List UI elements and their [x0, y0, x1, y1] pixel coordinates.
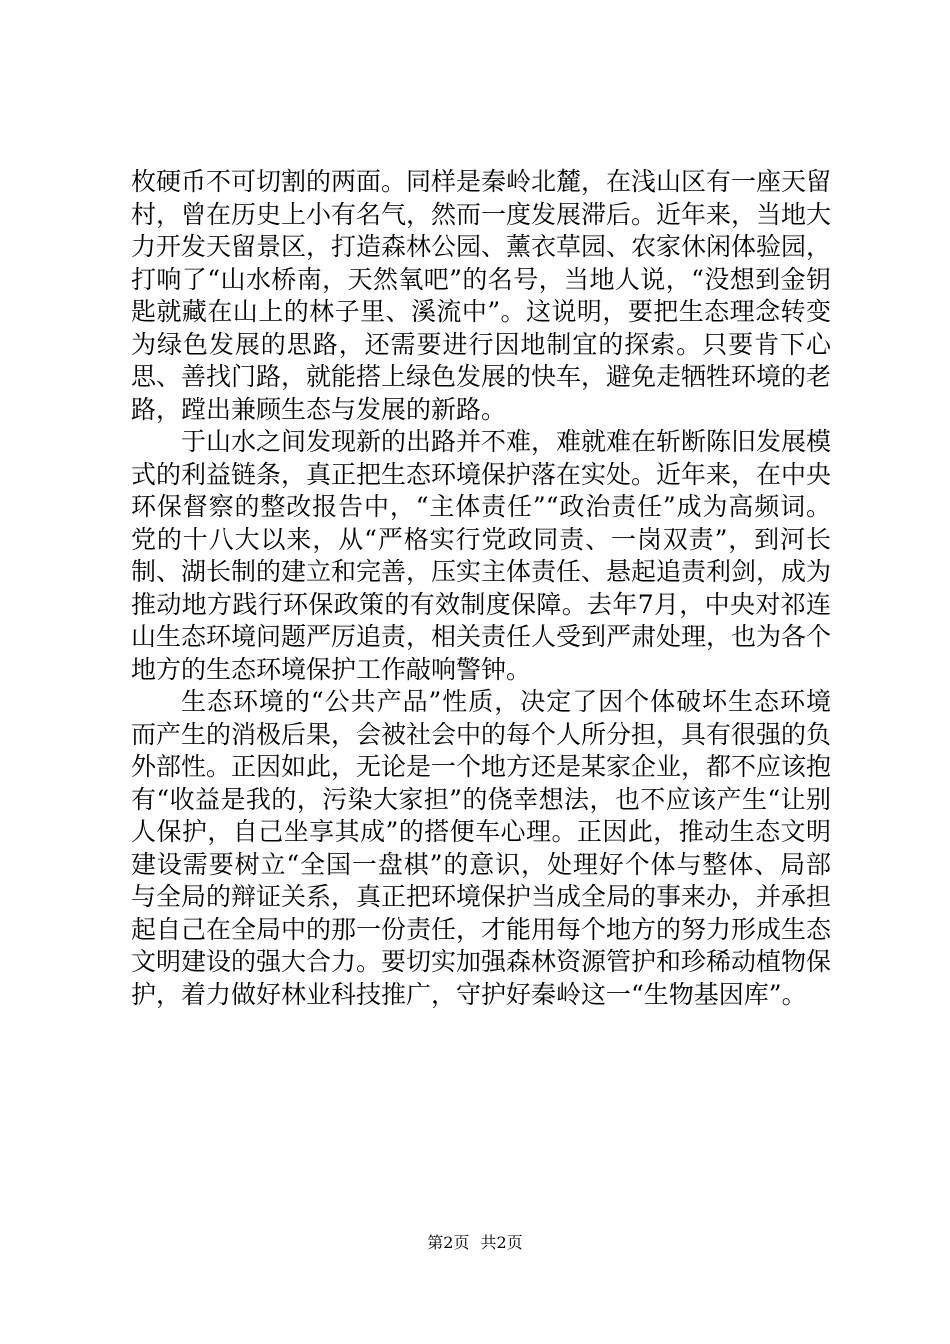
page-number: 第2页: [427, 1233, 470, 1252]
paragraph-3: 生态环境的“公共产品”性质，决定了因个体破坏生态环境而产生的消极后果，会被社会中的每个人所分担，具有很强的负外部性。正因如此，无论是一个地方还是某家企业，都不应该抱有“收益是我的，污染大家担”的侥幸想法，也不应该产生“让别人保护，自己坐享其成”的搭便车心理。正因此，推动生态文明建设需要树立“全国一盘棋”的意识，处理好个体与整体、局部与全局的辩证关系，真正把环境保护当成全局的事来办，并承担起自己在全局中的那一份责任，才能用每个地方的努力形成生态文明建设的强大合力。要切实加强森林资源管护和珍稀动植物保护，着力做好林业科技推广，守护好秦岭这一“生物基因库”。: [131, 687, 832, 1009]
paragraph-1: 枚硬币不可切割的两面。同样是秦岭北麓，在浅山区有一座天留村，曾在历史上小有名气，然而一度发展滞后。近年来，当地大力开发天留景区，打造森林公园、薰衣草园、农家休闲体验园，打响了“山水桥南，天然氧吧”的名号，当地人说，“没想到金钥匙就藏在山上的林子里、溪流中”。这说明，要把生态理念转变为绿色发展的思路，还需要进行因地制宜的探索。只要肯下心思、善找门路，就能搭上绿色发展的快车，避免走牺牲环境的老路，蹚出兼顾生态与发展的新路。: [131, 167, 832, 424]
page-total: 共2页: [480, 1233, 523, 1252]
page-footer: [0, 1232, 950, 1254]
paragraph-2: 于山水之间发现新的出路并不难，难就难在斩断陈旧发展模式的利益链条，真正把生态环境保护落在实处。近年来，在中央环保督察的整改报告中，“主体责任”“政治责任”成为高频词。党的十八大以来，从“严格实行党政同责、一岗双责”，到河长制、湖长制的建立和完善，压实主体责任、悬起追责利剑，成为推动地方践行环保政策的有效制度保障。去年7月，中央对祁连山生态环境问题严厉追责，相关责任人受到严肃处理，也为各个地方的生态环境保护工作敲响警钟。: [131, 427, 832, 684]
document-body: [131, 166, 831, 1011]
